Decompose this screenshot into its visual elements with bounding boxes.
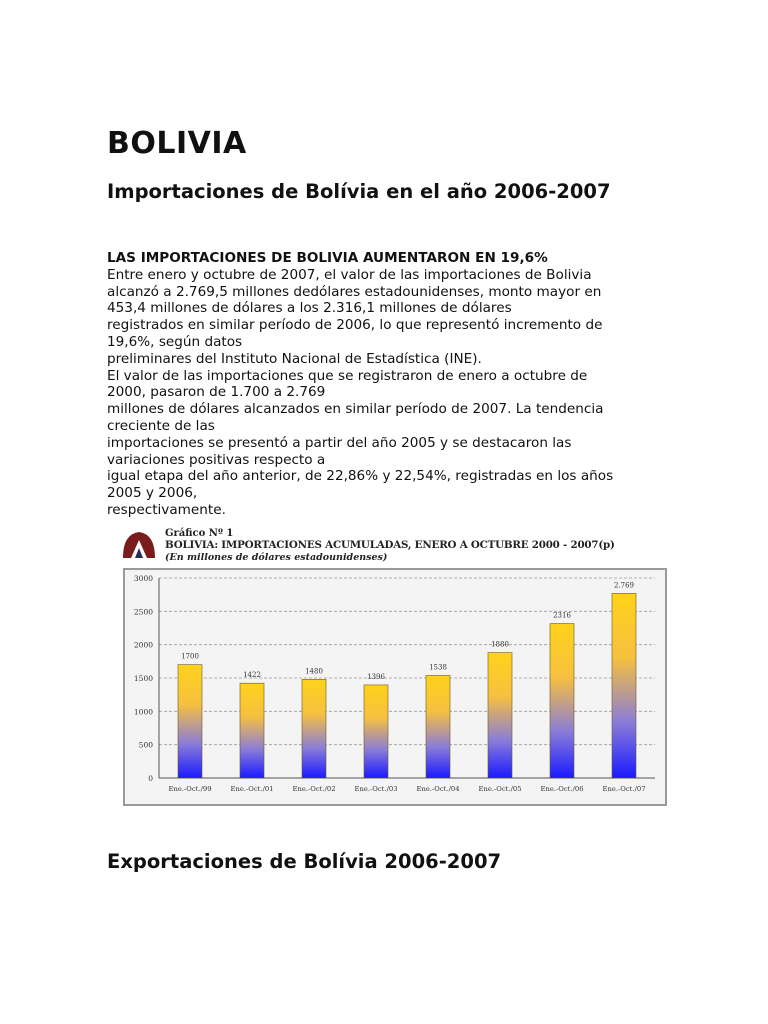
body-line: alcanzó a 2.769,5 millones dedólares estadounidenses, monto mayor en [107,283,602,300]
import-heading: Importaciones de Bolívia en el año 2006-2007 [107,180,611,203]
y-tick-label: 2500 [133,607,153,617]
document-title: BOLIVIA [107,126,247,161]
body-line: 453,4 millones de dólares a los 2.316,1 millones de dólares [107,300,512,317]
bar [240,683,264,778]
body-line: respectivamente. [107,501,226,518]
x-tick-label: Ene.-Oct./04 [416,785,460,793]
figure-label: Gráfico Nº 1 [165,528,234,539]
body-line: 19,6%, según datos [107,333,243,350]
body-line: millones de dólares alcanzados en similar período de 2007. La tendencia [107,401,604,418]
y-tick-label: 1000 [133,707,153,717]
data-label: 1480 [305,667,323,676]
data-label: 2.769 [613,581,635,590]
body-headline: LAS IMPORTACIONES DE BOLIVIA AUMENTARON EN 19,6% [107,250,548,266]
figure-subtitle: (En millones de dólares estadounidenses) [165,552,388,563]
x-tick-label: Ene.-Oct./02 [292,785,336,793]
bar [364,685,388,778]
data-label: 1880 [491,640,509,649]
y-tick-label: 2000 [133,640,153,650]
import-figure [121,524,669,808]
x-tick-label: Ene.-Oct./07 [602,785,646,793]
x-tick-label: Ene.-Oct./01 [230,785,274,793]
bar [426,675,450,778]
x-tick-label: Ene.-Oct./05 [478,785,522,793]
bar [302,679,326,778]
y-tick-label: 500 [138,740,153,750]
x-tick-label: Ene.-Oct./03 [354,785,398,793]
import-bar-chart [125,570,665,804]
data-label: 1538 [429,663,447,672]
body-text [107,250,667,519]
data-label: 1396 [367,672,385,681]
body-line: 2005 y 2006, [107,485,198,502]
y-tick-label: 0 [148,774,153,783]
export-heading: Exportaciones de Bolívia 2006-2007 [107,850,502,873]
x-tick-label: Ene.-Oct./06 [540,785,584,793]
body-line: registrados en similar período de 2006, lo que representó incremento de [107,317,603,334]
body-line: El valor de las importaciones que se registraron de enero a octubre de [107,367,588,384]
body-line: igual etapa del año anterior, de 22,86% y 22,54%, registradas en los años [107,468,614,485]
body-line: preliminares del Instituto Nacional de Estadística (INE). [107,350,482,367]
figure-header [121,524,669,568]
x-tick-label: Ene.-Oct./99 [168,785,212,793]
figure-title: BOLIVIA: IMPORTACIONES ACUMULADAS, ENERO A OCTUBRE 2000 - 2007(p) [165,539,615,551]
bar [550,624,574,778]
body-line: creciente de las [107,417,215,434]
body-line: Entre enero y octubre de 2007, el valor de las importaciones de Bolivia [107,266,592,283]
data-label: 2316 [553,611,571,620]
ine-logo-icon [121,528,157,560]
bar [612,593,636,778]
body-line: 2000, pasaron de 1.700 a 2.769 [107,384,326,401]
data-label: 1422 [243,671,261,680]
bar [178,665,202,778]
body-line: variaciones positivas respecto a [107,451,326,468]
bar [488,653,512,778]
data-label: 1700 [181,652,199,661]
body-line: importaciones se presentó a partir del año 2005 y se destacaron las [107,434,572,451]
y-tick-label: 1500 [133,674,153,683]
y-tick-label: 3000 [133,574,153,583]
chart-container [123,568,667,806]
